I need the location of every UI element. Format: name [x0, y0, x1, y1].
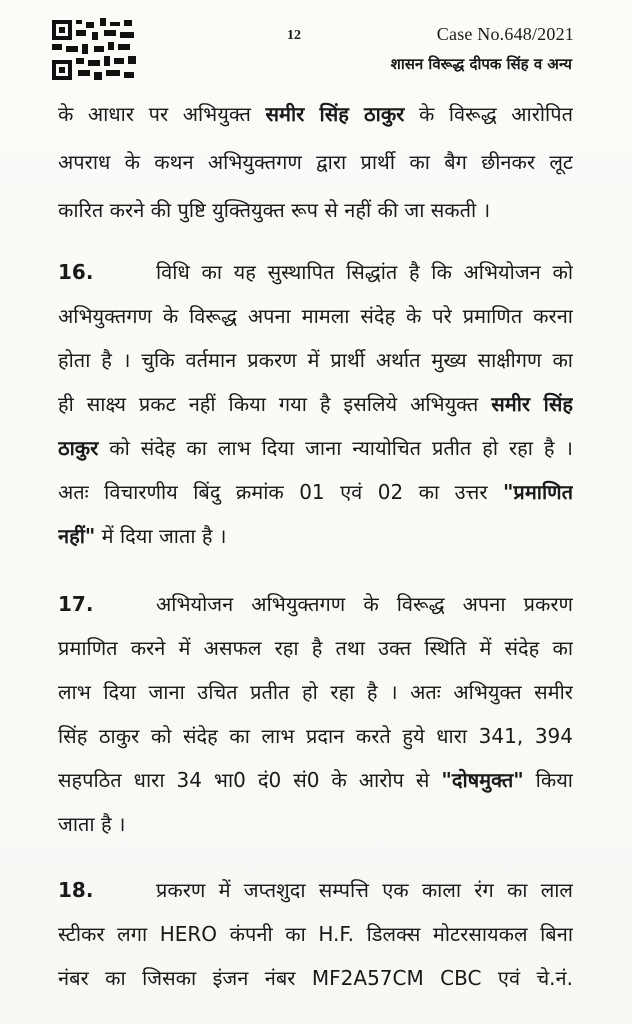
- case-number: Case No.648/2021: [436, 24, 574, 44]
- qr-code-icon: [50, 16, 140, 84]
- verdict-text: "प्रमाणित: [503, 480, 573, 504]
- text-line: नहीं" में दिया जाता है ।: [58, 524, 227, 548]
- text-line: नंबर का जिसका इंजन नंबर MF2A57CM CBC एवं चे.नं.: [58, 966, 573, 990]
- text-line: अभियुक्तगण के विरूद्ध अपना मामला संदेह के परे प्रमाणित करना: [58, 304, 573, 328]
- case-title: शासन विरूद्ध दीपक सिंह व अन्य: [390, 55, 572, 73]
- paragraph-number: 16.: [58, 260, 94, 284]
- text-line: ही साक्ष्य प्रकट नहीं किया गया है इसलिये अभियुक्त समीर सिंह: [58, 392, 573, 416]
- text-line: के आधार पर अभियुक्त समीर सिंह ठाकुर के विरूद्ध आरोपित: [58, 102, 573, 126]
- text-line: प्रमाणित करने में असफल रहा है तथा उक्त स्थिति में संदेह का: [58, 636, 573, 660]
- accused-name: समीर सिंह ठाकुर: [265, 102, 405, 126]
- text-line: सिंह ठाकुर को संदेह का लाभ प्रदान करते हुये धारा 341, 394: [58, 724, 573, 748]
- text-line: लाभ दिया जाना उचित प्रतीत हो रहा है । अतः अभियुक्त समीर: [58, 680, 573, 704]
- paragraph-16-line: 16. विधि का यह सुस्थापित सिद्धांत है कि अभियोजन को: [58, 260, 573, 284]
- paragraph-number: 18.: [58, 878, 94, 902]
- text-line: स्टीकर लगा HERO कंपनी का H.F. डिलक्स मोटरसायकल बिना: [58, 922, 573, 946]
- paragraph-number: 17.: [58, 592, 94, 616]
- text-line: सहपठित धारा 34 भा0 दं0 सं0 के आरोप से "दोषमुक्त" किया: [58, 768, 573, 792]
- text-line: जाता है ।: [58, 812, 126, 836]
- page-number: 12: [287, 28, 301, 43]
- accused-name: समीर सिंह: [491, 392, 573, 416]
- text-line: अपराध के कथन अभियुक्तगण द्वारा प्रार्थी का बैग छीनकर लूट: [58, 150, 573, 174]
- paragraph-17-line: 17. अभियोजन अभियुक्तगण के विरूद्ध अपना प्रकरण: [58, 592, 573, 616]
- accused-name: ठाकुर: [58, 436, 99, 460]
- text-line: होता है । चुकि वर्तमान प्रकरण में प्रार्थी अर्थात मुख्य साक्षीगण का: [58, 348, 573, 372]
- text-line: कारित करने की पुष्टि युक्तियुक्त रूप से नहीं की जा सकती ।: [58, 198, 491, 222]
- verdict-text: नहीं": [58, 524, 96, 548]
- text-line: ठाकुर को संदेह का लाभ दिया जाना न्यायोचित प्रतीत हो रहा है ।: [58, 436, 573, 460]
- text-line: अतः विचारणीय बिंदु क्रमांक 01 एवं 02 का उत्तर "प्रमाणित: [58, 480, 573, 504]
- paragraph-18-line: 18. प्रकरण में जप्तशुदा सम्पत्ति एक काला रंग का लाल: [58, 878, 573, 902]
- verdict-text: "दोषमुक्त": [441, 768, 524, 792]
